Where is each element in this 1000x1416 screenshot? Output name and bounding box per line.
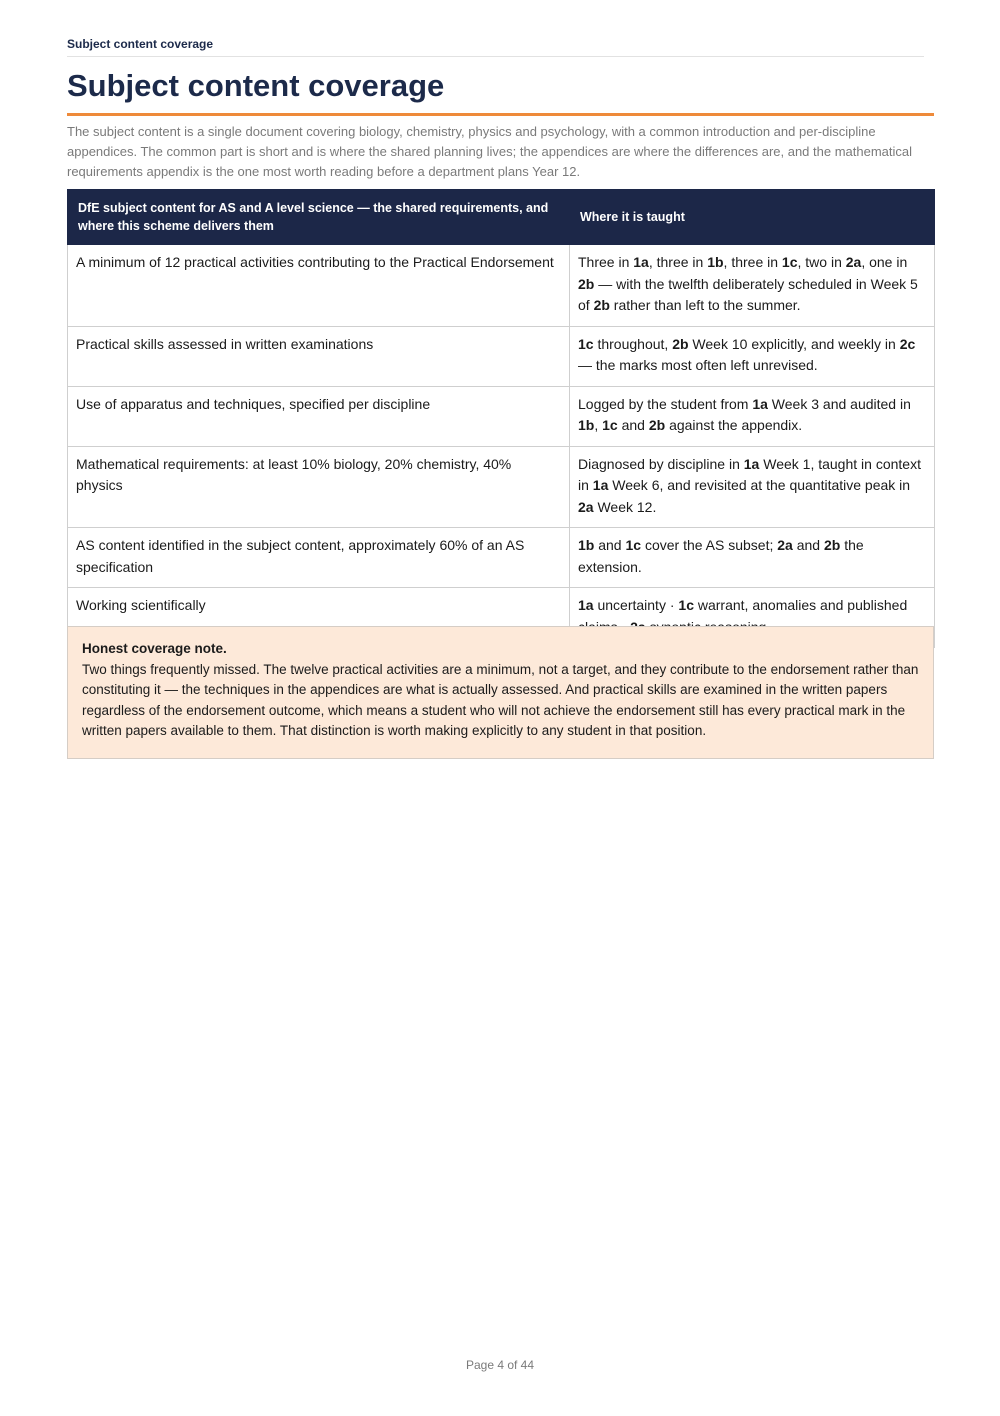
note-body: Two things frequently missed. The twelve practical activities are a minimum, not a target, and they contribute to the endorsement rather than constituting it — the techniques in the appendices are what is actually assessed. And practical skills are examined in the written papers regardless of the endorsement outcome, which means a student who will not achieve the endorsement still has every practical mark in the written papers available to them. That distinction is worth making explicitly to any student in that position. <box>82 661 919 738</box>
unit-code: 1c <box>602 417 618 433</box>
text-segment: Logged by the student from <box>578 395 753 412</box>
table-header-row <box>68 190 935 245</box>
page-title: Subject content coverage <box>67 68 934 116</box>
requirement-cell: Use of apparatus and techniques, specified per discipline <box>68 386 570 446</box>
text-segment: , three in <box>723 254 782 270</box>
unit-code: 1c <box>578 335 594 352</box>
text-segment: warrant, anomalies and published <box>697 597 908 613</box>
unit-code: 1a <box>578 597 594 613</box>
unit-code: 1b <box>707 254 724 270</box>
text-segment: and <box>792 537 824 553</box>
unit-code: 1c <box>678 597 694 613</box>
text-segment: Week 6, and revisited at the quantitative peak in <box>608 477 911 493</box>
unit-code: 1c <box>625 537 642 553</box>
unit-code: 2b <box>823 537 841 553</box>
text-segment: Week 1, taught in context in <box>578 455 921 493</box>
text-segment: uncertainty · <box>593 597 679 613</box>
unit-code: 2b <box>648 417 666 433</box>
page-number: Page 4 of 44 <box>465 1358 535 1372</box>
note-title: Honest coverage note. <box>82 641 227 656</box>
text-segment: against the appendix. <box>665 417 803 433</box>
unit-code: 2b <box>593 297 610 313</box>
coverage-table <box>67 189 935 648</box>
table-row <box>68 245 935 327</box>
text-segment: throughout, <box>593 335 673 352</box>
unit-code: 1a <box>633 254 649 270</box>
requirement-cell: Working scientifically <box>68 588 570 648</box>
text-segment: cover the AS subset; <box>641 537 778 553</box>
unit-code: 1b <box>578 417 595 433</box>
text-segment: rather than left to the summer. <box>609 297 801 313</box>
text-segment: , one in <box>861 254 908 270</box>
unit-code: 1a <box>743 455 760 472</box>
text-segment: Week 12. <box>593 498 657 515</box>
unit-code: 1a <box>592 477 609 493</box>
where-taught-cell <box>570 528 935 588</box>
text-segment: and <box>617 417 649 433</box>
unit-code: 1b <box>578 537 595 553</box>
unit-code: 1a <box>752 395 768 412</box>
where-taught-cell <box>570 245 935 327</box>
column-header-where-taught: Where it is taught <box>570 190 935 245</box>
where-taught-cell <box>570 326 935 386</box>
table-row <box>68 528 935 588</box>
text-segment: — the marks most often left unrevised. <box>578 357 818 373</box>
unit-code: 2a <box>578 498 594 515</box>
text-segment: the extension. <box>578 537 864 575</box>
unit-code: 2b <box>672 335 689 352</box>
where-taught-cell <box>570 386 935 446</box>
text-segment: , <box>594 417 603 433</box>
requirement-cell: Mathematical requirements: at least 10% biology, 20% chemistry, 40% physics <box>68 446 570 528</box>
unit-code: 1c <box>781 254 798 270</box>
text-segment: Three in <box>578 254 634 270</box>
text-segment: — with the twelfth deliberately scheduled in Week 5 of <box>578 275 918 313</box>
requirement-cell: AS content identified in the subject content, approximately 60% of an AS specification <box>68 528 570 588</box>
unit-code: 2a <box>845 254 862 270</box>
text-segment: Diagnosed by discipline in <box>578 455 744 472</box>
requirement-cell: Practical skills assessed in written examinations <box>68 326 570 386</box>
table-row <box>68 446 935 528</box>
text-segment: Week 3 and audited in <box>767 395 911 412</box>
coverage-note <box>67 626 934 759</box>
intro-paragraph: The subject content is a single document covering biology, chemistry, physics and psychology, with a common introduction and per-discipline appendices. The common part is short and is where the shared planning lives; the appendices are where the differences are, and the mathematical requirements appendix is the one most worth reading before a department plans Year 12. <box>67 124 913 179</box>
unit-code: 2c <box>899 335 916 352</box>
text-segment: , three in <box>648 254 708 270</box>
requirement-cell: A minimum of 12 practical activities contributing to the Practical Endorsement <box>68 245 570 327</box>
text-segment: and <box>594 537 626 553</box>
text-segment: Week 10 explicitly, and weekly in <box>688 335 900 352</box>
running-header: Subject content coverage <box>67 37 924 57</box>
text-segment: , two in <box>797 254 846 270</box>
unit-code: 2b <box>578 275 595 292</box>
unit-code: 2a <box>777 537 793 553</box>
table-row <box>68 326 935 386</box>
where-taught-cell <box>570 446 935 528</box>
table-row <box>68 386 935 446</box>
column-header-requirement: DfE subject content for AS and A level science — the shared requirements, and where this scheme delivers them <box>68 190 570 245</box>
